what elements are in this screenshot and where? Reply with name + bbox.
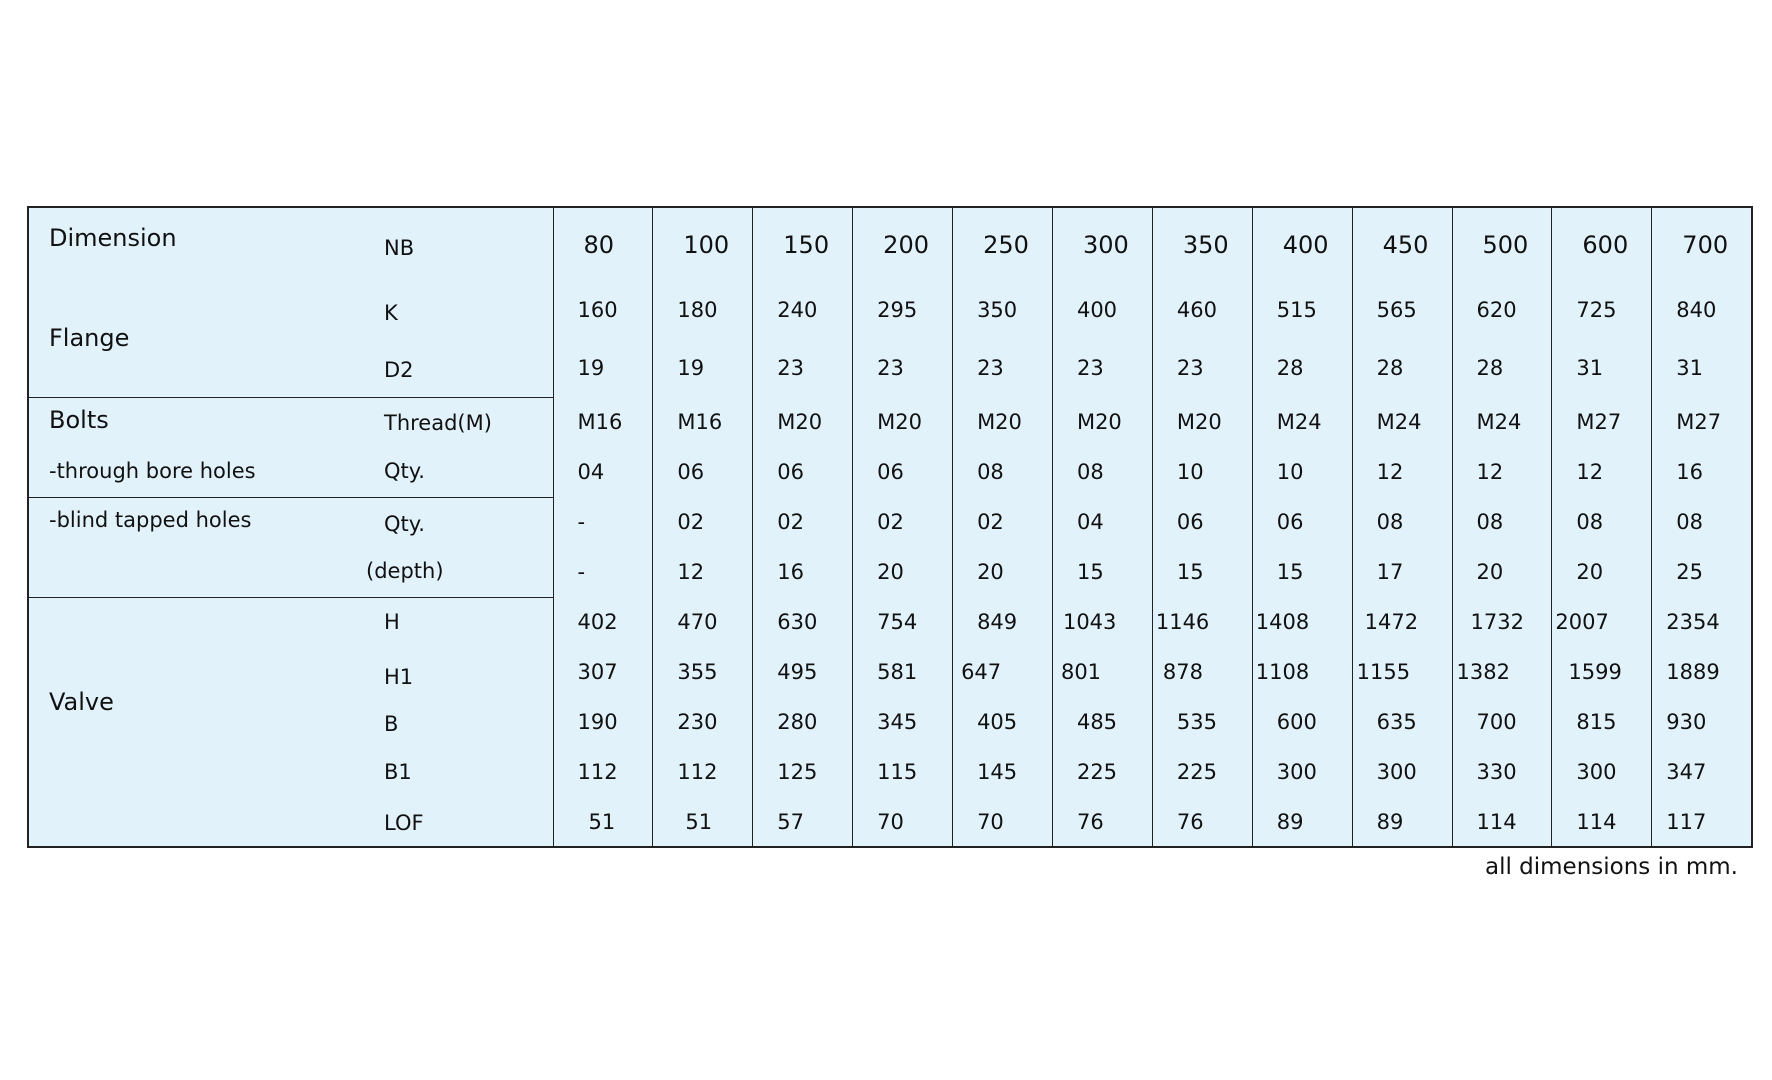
table-cell: 630 xyxy=(753,597,853,647)
table-cell: 295 xyxy=(853,281,953,339)
table-cell: 1155 xyxy=(1352,647,1452,697)
table-cell: 600 xyxy=(1252,697,1352,747)
table-cell: 04 xyxy=(1052,497,1152,547)
size-header-cell: 350 xyxy=(1152,207,1252,281)
table-cell: 1043 xyxy=(1052,597,1152,647)
table-cell: 1146 xyxy=(1152,597,1252,647)
table-cell: 15 xyxy=(1252,547,1352,597)
table-cell: 20 xyxy=(853,547,953,597)
table-cell: 145 xyxy=(953,747,1053,797)
table-cell: 76 xyxy=(1152,797,1252,847)
table-cell: 1472 xyxy=(1352,597,1452,647)
units-footnote: all dimensions in mm. xyxy=(1484,854,1738,880)
table-cell: 12 xyxy=(1552,447,1652,497)
table-cell: 125 xyxy=(753,747,853,797)
row-param-label: H1 xyxy=(384,664,414,689)
size-header-cell: 200 xyxy=(853,207,953,281)
size-header-cell: 150 xyxy=(753,207,853,281)
table-cell: 1382 xyxy=(1452,647,1552,697)
table-cell: 405 xyxy=(953,697,1053,747)
flange-label-cell xyxy=(28,281,553,397)
table-cell: 23 xyxy=(953,339,1053,397)
table-cell: 10 xyxy=(1252,447,1352,497)
table-cell: 08 xyxy=(1352,497,1452,547)
header-label-cell xyxy=(28,207,553,281)
table-cell: 180 xyxy=(653,281,753,339)
table-cell: 16 xyxy=(1652,447,1752,497)
table-cell: 300 xyxy=(1552,747,1652,797)
table-cell: 19 xyxy=(653,339,753,397)
table-cell: 300 xyxy=(1352,747,1452,797)
table-row xyxy=(28,597,1752,647)
row-param-label: Qty. xyxy=(384,458,425,483)
table-cell: 470 xyxy=(653,597,753,647)
table-cell: 725 xyxy=(1552,281,1652,339)
table-cell: 28 xyxy=(1452,339,1552,397)
table-cell: M20 xyxy=(1052,397,1152,447)
table-row xyxy=(28,497,1752,547)
table-cell: 89 xyxy=(1352,797,1452,847)
table-cell: 06 xyxy=(653,447,753,497)
table-cell: 230 xyxy=(653,697,753,747)
table-cell: 08 xyxy=(1552,497,1652,547)
table-cell: 23 xyxy=(1052,339,1152,397)
table-cell: 28 xyxy=(1252,339,1352,397)
table-cell: 06 xyxy=(1152,497,1252,547)
row-param-label: D2 xyxy=(384,358,414,382)
table-cell: - xyxy=(553,547,653,597)
table-cell: 1408 xyxy=(1252,597,1352,647)
table-cell: 345 xyxy=(853,697,953,747)
size-header-cell: 80 xyxy=(553,207,653,281)
table-cell: 115 xyxy=(853,747,953,797)
table-cell: M16 xyxy=(553,397,653,447)
size-header-cell: 600 xyxy=(1552,207,1652,281)
table-cell: 581 xyxy=(853,647,953,697)
table-cell: 08 xyxy=(1452,497,1552,547)
nb-label: NB xyxy=(384,236,415,260)
table-cell: 70 xyxy=(853,797,953,847)
table-cell: 12 xyxy=(1452,447,1552,497)
table-cell: 280 xyxy=(753,697,853,747)
row-param-label: B xyxy=(384,711,399,736)
table-cell: 114 xyxy=(1452,797,1552,847)
table-cell: 1599 xyxy=(1552,647,1652,697)
table-cell: 31 xyxy=(1552,339,1652,397)
flange-label: Flange xyxy=(49,324,130,352)
table-cell: 2354 xyxy=(1652,597,1752,647)
table-cell: 20 xyxy=(1552,547,1652,597)
table-cell: 1889 xyxy=(1652,647,1752,697)
size-header-cell: 450 xyxy=(1352,207,1452,281)
table-cell: 114 xyxy=(1552,797,1652,847)
table-cell: 1108 xyxy=(1252,647,1352,697)
table-cell: 495 xyxy=(753,647,853,697)
table-cell: 25 xyxy=(1652,547,1752,597)
size-header-cell: 500 xyxy=(1452,207,1552,281)
table-cell: M20 xyxy=(853,397,953,447)
table-row xyxy=(28,281,1752,339)
table-cell: 620 xyxy=(1452,281,1552,339)
table-cell: 12 xyxy=(653,547,753,597)
row-param-label: LOF xyxy=(384,810,424,835)
table-cell: 647 xyxy=(953,647,1053,697)
table-cell: M20 xyxy=(953,397,1053,447)
table-cell: 535 xyxy=(1152,697,1252,747)
table-cell: 23 xyxy=(1152,339,1252,397)
valve-label-cell xyxy=(28,597,553,847)
table-cell: - xyxy=(553,497,653,547)
row-param-label: B1 xyxy=(384,759,412,784)
row-param-label: (depth) xyxy=(366,558,444,583)
blind-tapped-holes-label: -blind tapped holes xyxy=(49,507,252,532)
table-cell: M20 xyxy=(1152,397,1252,447)
table-cell: 307 xyxy=(553,647,653,697)
table-cell: 815 xyxy=(1552,697,1652,747)
size-header-cell: 300 xyxy=(1052,207,1152,281)
table-cell: 51 xyxy=(553,797,653,847)
row-param-label: H xyxy=(384,609,400,634)
table-cell: 23 xyxy=(753,339,853,397)
table-cell: 2007 xyxy=(1552,597,1652,647)
size-header-cell: 700 xyxy=(1652,207,1752,281)
table-cell: 06 xyxy=(853,447,953,497)
table-cell: 08 xyxy=(1652,497,1752,547)
table-cell: 460 xyxy=(1152,281,1252,339)
table-cell: M20 xyxy=(753,397,853,447)
bolts-label: Bolts xyxy=(49,405,109,434)
table-cell: M27 xyxy=(1652,397,1752,447)
blind-label-cell xyxy=(28,497,553,597)
table-cell: 04 xyxy=(553,447,653,497)
header-row xyxy=(28,207,1752,281)
table-cell: 89 xyxy=(1252,797,1352,847)
table-cell: 57 xyxy=(753,797,853,847)
size-header-cell: 400 xyxy=(1252,207,1352,281)
table-cell: M24 xyxy=(1452,397,1552,447)
table-cell: 849 xyxy=(953,597,1053,647)
table-row xyxy=(28,397,1752,447)
table-cell: 840 xyxy=(1652,281,1752,339)
bolts-label-cell xyxy=(28,397,553,497)
row-param-label: Thread(M) xyxy=(384,410,492,435)
size-header-cell: 250 xyxy=(953,207,1053,281)
table-cell: 225 xyxy=(1152,747,1252,797)
table-cell: 355 xyxy=(653,647,753,697)
table-cell: 400 xyxy=(1052,281,1152,339)
table-cell: M24 xyxy=(1352,397,1452,447)
table-cell: 801 xyxy=(1052,647,1152,697)
table-cell: 51 xyxy=(653,797,753,847)
size-header-cell: 100 xyxy=(653,207,753,281)
table-cell: 112 xyxy=(653,747,753,797)
table-cell: 02 xyxy=(653,497,753,547)
table-cell: 878 xyxy=(1152,647,1252,697)
row-param-label: Qty. xyxy=(384,511,425,536)
table-cell: 515 xyxy=(1252,281,1352,339)
table-cell: 19 xyxy=(553,339,653,397)
table-cell: 700 xyxy=(1452,697,1552,747)
table-cell: 485 xyxy=(1052,697,1152,747)
table-cell: 02 xyxy=(953,497,1053,547)
table-cell: 28 xyxy=(1352,339,1452,397)
table-cell: M24 xyxy=(1252,397,1352,447)
table-cell: 17 xyxy=(1352,547,1452,597)
table-cell: 112 xyxy=(553,747,653,797)
table-cell: 930 xyxy=(1652,697,1752,747)
table-cell: M27 xyxy=(1552,397,1652,447)
table-cell: 1732 xyxy=(1452,597,1552,647)
table-cell: M16 xyxy=(653,397,753,447)
table-cell: 190 xyxy=(553,697,653,747)
table-cell: 635 xyxy=(1352,697,1452,747)
table-cell: 117 xyxy=(1652,797,1752,847)
table-cell: 08 xyxy=(953,447,1053,497)
table-cell: 10 xyxy=(1152,447,1252,497)
table-cell: 70 xyxy=(953,797,1053,847)
table-cell: 02 xyxy=(853,497,953,547)
table-cell: 20 xyxy=(1452,547,1552,597)
table-cell: 06 xyxy=(753,447,853,497)
table-cell: 20 xyxy=(953,547,1053,597)
table-cell: 06 xyxy=(1252,497,1352,547)
table-cell: 347 xyxy=(1652,747,1752,797)
through-bore-holes-label: -through bore holes xyxy=(49,458,256,483)
dimension-table xyxy=(27,206,1753,848)
dimension-title: Dimension xyxy=(49,224,177,252)
table-cell: 15 xyxy=(1152,547,1252,597)
table-cell: 300 xyxy=(1252,747,1352,797)
table-cell: 15 xyxy=(1052,547,1152,597)
table-cell: 240 xyxy=(753,281,853,339)
table-cell: 225 xyxy=(1052,747,1152,797)
table-cell: 76 xyxy=(1052,797,1152,847)
table-cell: 754 xyxy=(853,597,953,647)
table-cell: 402 xyxy=(553,597,653,647)
table-cell: 12 xyxy=(1352,447,1452,497)
table-cell: 23 xyxy=(853,339,953,397)
table-cell: 160 xyxy=(553,281,653,339)
table-cell: 08 xyxy=(1052,447,1152,497)
table-cell: 565 xyxy=(1352,281,1452,339)
row-param-label: K xyxy=(384,301,398,325)
table-cell: 330 xyxy=(1452,747,1552,797)
table-cell: 350 xyxy=(953,281,1053,339)
table-cell: 31 xyxy=(1652,339,1752,397)
table-cell: 16 xyxy=(753,547,853,597)
table-cell: 02 xyxy=(753,497,853,547)
valve-label: Valve xyxy=(49,687,114,716)
